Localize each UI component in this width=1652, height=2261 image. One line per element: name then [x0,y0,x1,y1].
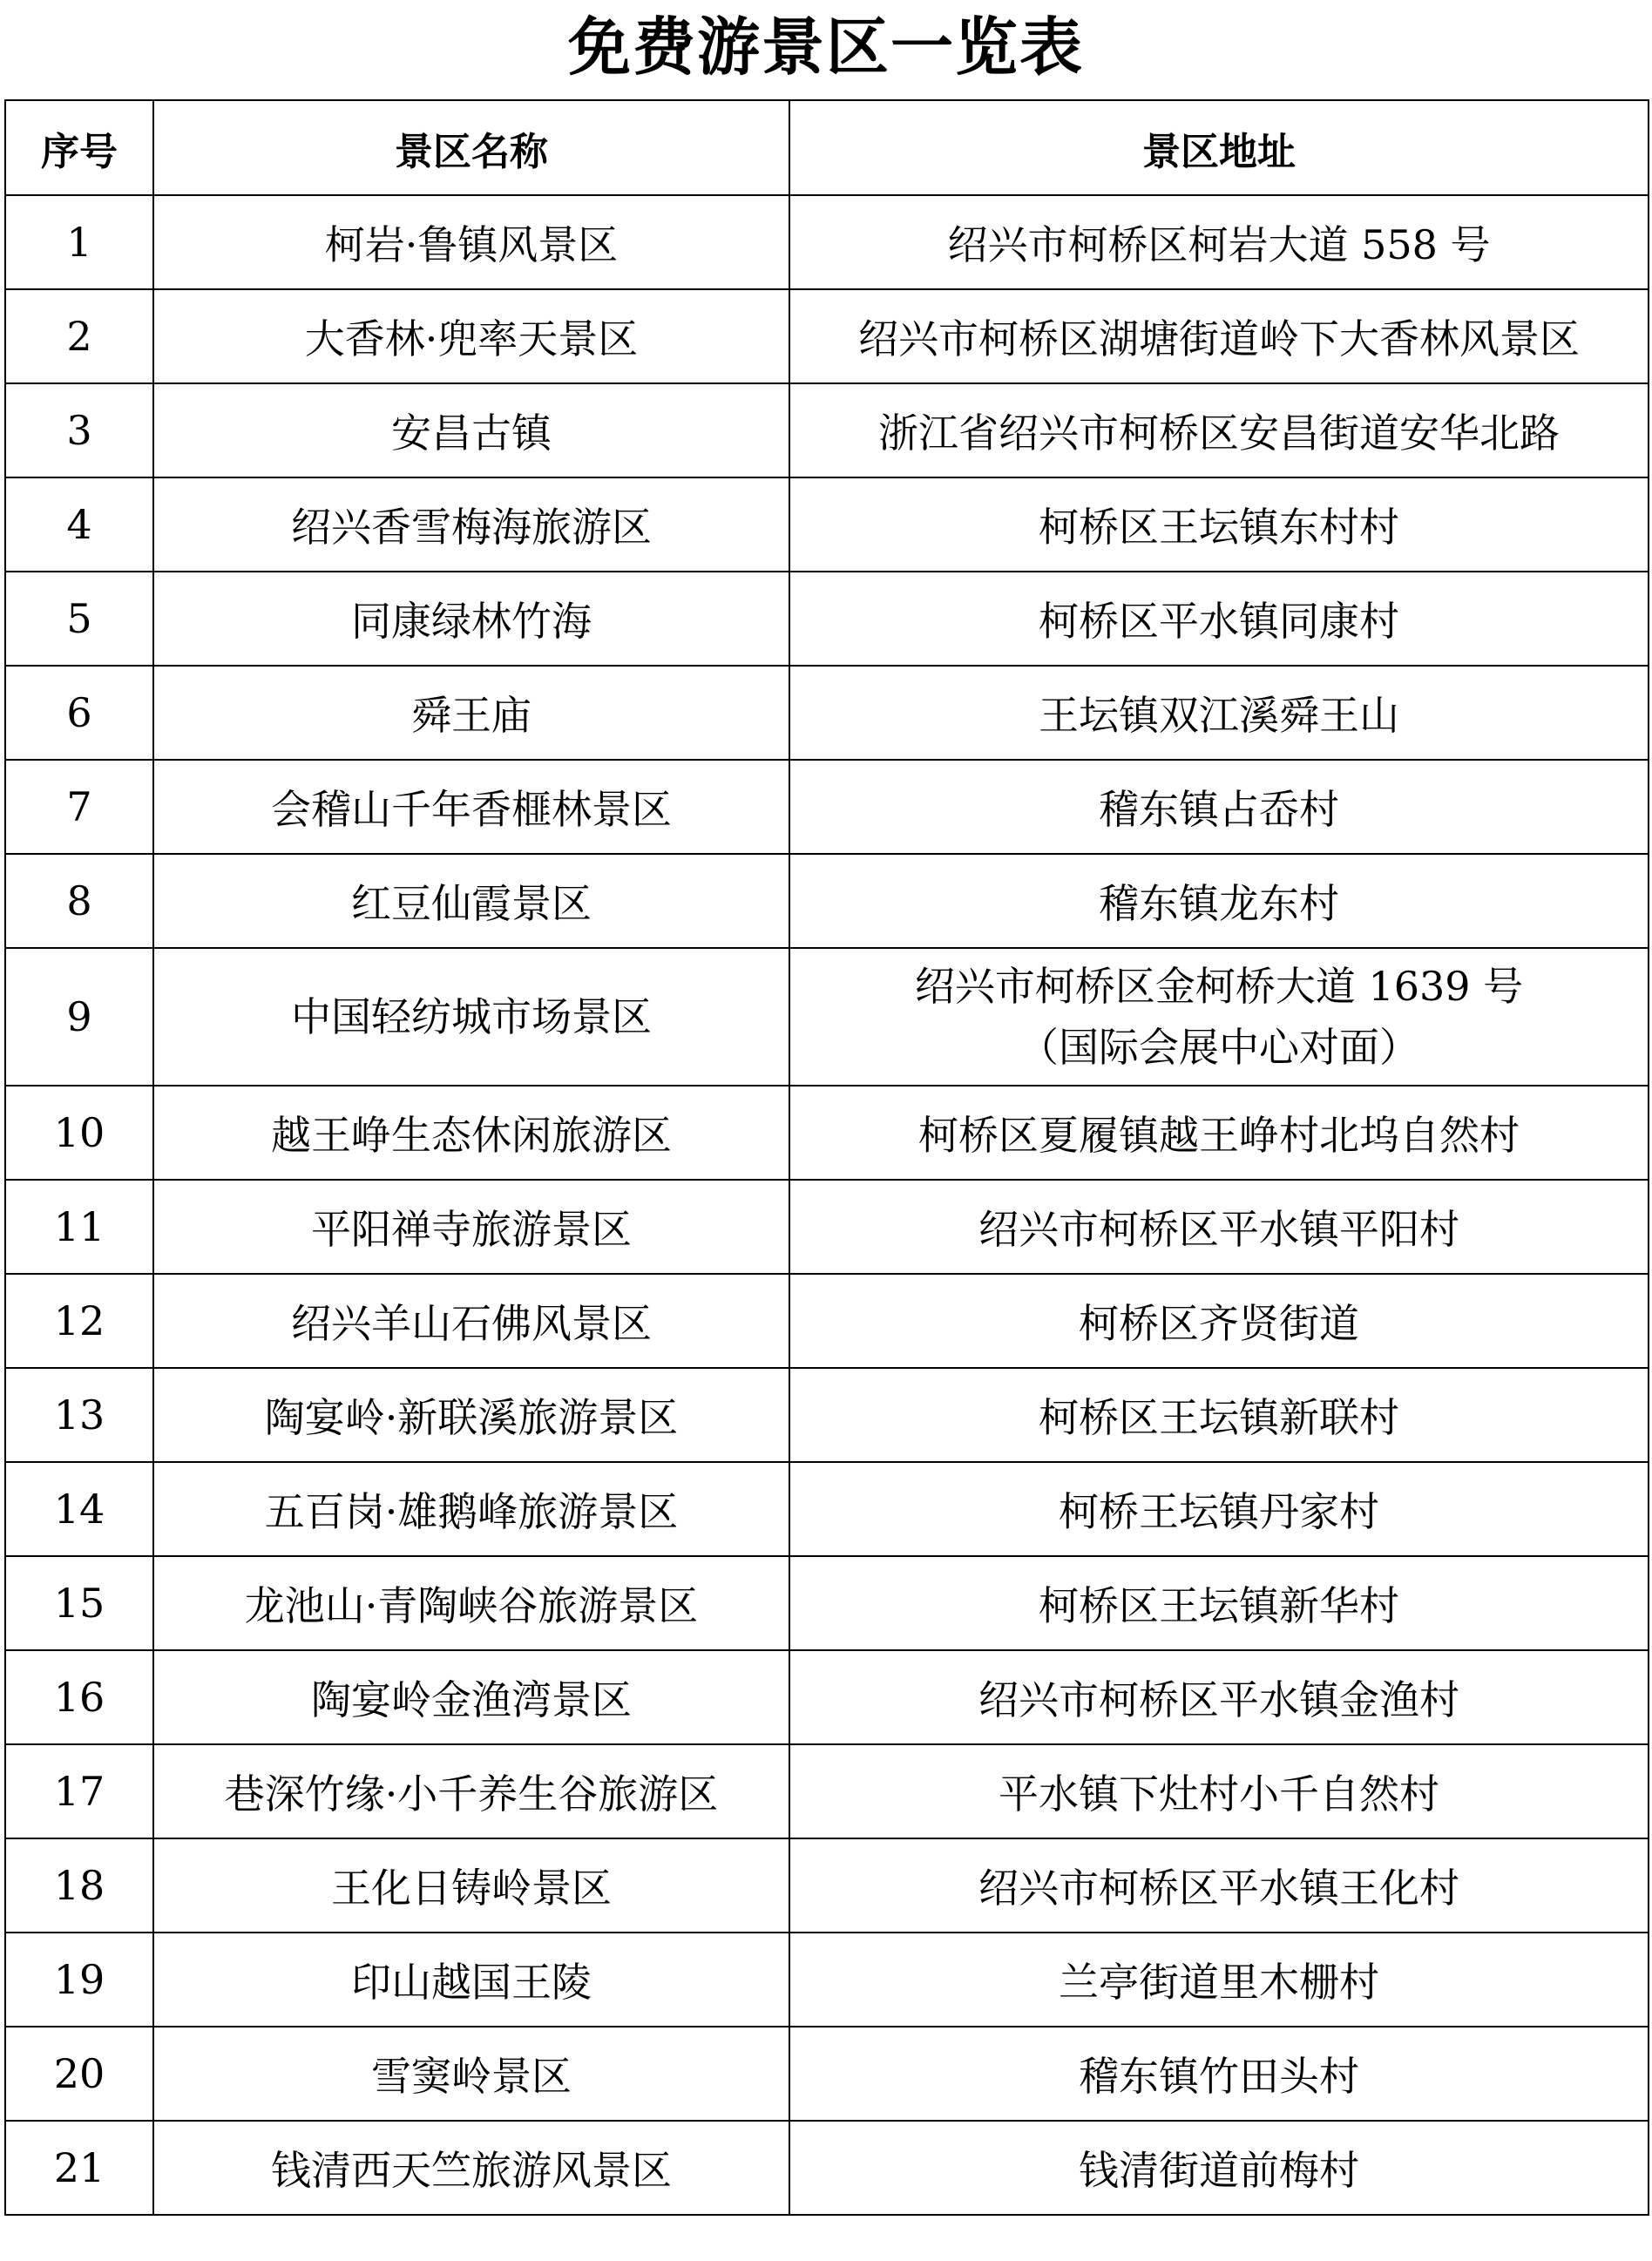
scenic-name-cell: 会稽山千年香榧林景区 [153,760,789,854]
scenic-name-cell: 印山越国王陵 [153,1933,789,2027]
serial-number-cell: 12 [5,1274,153,1368]
serial-number-cell: 6 [5,666,153,760]
scenic-name-cell: 柯岩·鲁镇风景区 [153,195,789,289]
scenic-address-cell: 稽东镇龙东村 [789,854,1649,948]
serial-number-cell: 15 [5,1556,153,1650]
serial-number-cell: 9 [5,948,153,1086]
scenic-address-cell: 柯桥区齐贤街道 [789,1274,1649,1368]
scenic-name-cell: 龙池山·青陶峡谷旅游景区 [153,1556,789,1650]
scenic-name-cell: 大香林·兜率天景区 [153,289,789,383]
scenic-address-cell: 绍兴市柯桥区柯岩大道 558 号 [789,195,1649,289]
table-header-row [5,100,1649,195]
table-row [5,1650,1649,1744]
table-row [5,760,1649,854]
table-row [5,948,1649,1086]
scenic-name-cell: 五百岗·雄鹅峰旅游景区 [153,1462,789,1556]
scenic-address-cell: 绍兴市柯桥区平水镇金渔村 [789,1650,1649,1744]
scenic-address-cell: 稽东镇竹田头村 [789,2027,1649,2121]
scenic-name-cell: 平阳禅寺旅游景区 [153,1180,789,1274]
scenic-address-cell: 柯桥区夏履镇越王峥村北坞自然村 [789,1086,1649,1180]
scenic-address-cell: 兰亭街道里木栅村 [789,1933,1649,2027]
serial-number-cell: 21 [5,2121,153,2215]
table-row [5,2121,1649,2215]
table-row [5,1933,1649,2027]
serial-number-cell: 5 [5,572,153,666]
table-row [5,1744,1649,1838]
scenic-address-cell: 柯桥区王坛镇新华村 [789,1556,1649,1650]
table-row [5,195,1649,289]
table-row [5,572,1649,666]
serial-number-cell: 4 [5,477,153,572]
scenic-name-cell: 同康绿林竹海 [153,572,789,666]
scenic-name-cell: 安昌古镇 [153,383,789,477]
serial-number-cell: 3 [5,383,153,477]
table-row [5,1368,1649,1462]
serial-number-cell: 10 [5,1086,153,1180]
scenic-address-cell: 柯桥区王坛镇新联村 [789,1368,1649,1462]
document-title: 免费游景区一览表 [567,10,1084,84]
scenic-name-cell: 绍兴香雪梅海旅游区 [153,477,789,572]
address-line-2: （国际会展中心对面） [1019,1024,1419,1071]
scenic-address-cell: 稽东镇占岙村 [789,760,1649,854]
scenic-name-cell: 陶宴岭·新联溪旅游景区 [153,1368,789,1462]
scenic-name-cell: 绍兴羊山石佛风景区 [153,1274,789,1368]
serial-number-cell: 7 [5,760,153,854]
scenic-name-cell: 陶宴岭金渔湾景区 [153,1650,789,1744]
scenic-address-cell: 绍兴市柯桥区平水镇王化村 [789,1838,1649,1933]
scenic-address-cell: 柯桥区平水镇同康村 [789,572,1649,666]
serial-number-cell: 20 [5,2027,153,2121]
scenic-address-cell: 王坛镇双江溪舜王山 [789,666,1649,760]
serial-number-cell: 14 [5,1462,153,1556]
table-row [5,1274,1649,1368]
scenic-name-cell: 王化日铸岭景区 [153,1838,789,1933]
header-scenic-name: 景区名称 [153,100,789,195]
scenic-area-table [4,99,1649,2216]
address-line-1: 绍兴市柯桥区金柯桥大道 1639 号 [914,963,1524,1010]
table-row [5,854,1649,948]
table-row [5,1462,1649,1556]
table-row [5,1086,1649,1180]
table-body [5,195,1649,2215]
serial-number-cell: 8 [5,854,153,948]
serial-number-cell: 2 [5,289,153,383]
table-row [5,666,1649,760]
scenic-address-cell: 平水镇下灶村小千自然村 [789,1744,1649,1838]
serial-number-cell: 1 [5,195,153,289]
scenic-address-cell: 柯桥王坛镇丹家村 [789,1462,1649,1556]
scenic-address-cell: 绍兴市柯桥区湖塘街道岭下大香林风景区 [789,289,1649,383]
scenic-address-cell: 柯桥区王坛镇东村村 [789,477,1649,572]
header-serial-number: 序号 [5,100,153,195]
scenic-name-cell: 中国轻纺城市场景区 [153,948,789,1086]
scenic-name-cell: 巷深竹缘·小千养生谷旅游区 [153,1744,789,1838]
scenic-address-cell: 绍兴市柯桥区平水镇平阳村 [789,1180,1649,1274]
table-row [5,383,1649,477]
table-row [5,289,1649,383]
table-row [5,2027,1649,2121]
scenic-address-cell: 浙江省绍兴市柯桥区安昌街道安华北路 [789,383,1649,477]
table-row [5,1838,1649,1933]
table-row [5,477,1649,572]
serial-number-cell: 18 [5,1838,153,1933]
table-row [5,1556,1649,1650]
serial-number-cell: 17 [5,1744,153,1838]
scenic-name-cell: 红豆仙霞景区 [153,854,789,948]
scenic-name-cell: 钱清西天竺旅游风景区 [153,2121,789,2215]
scenic-name-cell: 舜王庙 [153,666,789,760]
scenic-address-cell: 钱清街道前梅村 [789,2121,1649,2215]
serial-number-cell: 16 [5,1650,153,1744]
scenic-name-cell: 越王峥生态休闲旅游区 [153,1086,789,1180]
serial-number-cell: 13 [5,1368,153,1462]
serial-number-cell: 11 [5,1180,153,1274]
table-row [5,1180,1649,1274]
header-scenic-address: 景区地址 [789,100,1649,195]
scenic-name-cell: 雪窦岭景区 [153,2027,789,2121]
scenic-address-cell [789,948,1649,1086]
serial-number-cell: 19 [5,1933,153,2027]
